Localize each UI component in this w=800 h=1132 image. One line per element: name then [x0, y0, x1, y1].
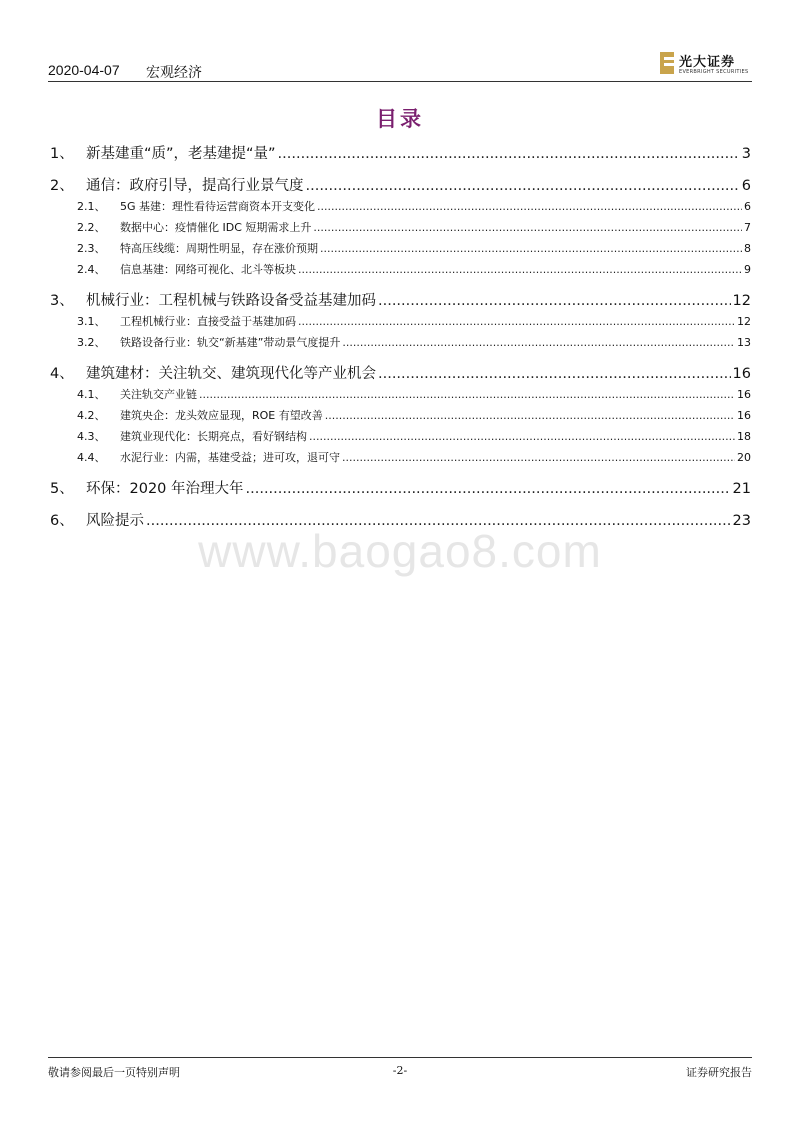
toc-number: 2.1、 [77, 200, 106, 213]
toc-leader [199, 388, 735, 401]
toc-number: 6、 [50, 513, 74, 529]
toc-title: 环保：2020 年治理大年 [86, 481, 244, 497]
toc-title: 工程机械行业：直接受益于基建加码 [120, 315, 296, 328]
company-logo [660, 50, 752, 78]
toc-number: 2.3、 [77, 242, 106, 255]
toc-leader [320, 242, 742, 255]
toc-leader [278, 146, 740, 162]
toc-entry[interactable] [50, 362, 751, 383]
toc-number: 4.4、 [77, 451, 106, 464]
toc-entry[interactable] [50, 198, 751, 214]
toc-entry[interactable] [50, 261, 751, 277]
toc-number: 4.3、 [77, 430, 106, 443]
toc-title: 水泥行业：内需，基建受益；进可攻，退可守 [120, 451, 340, 464]
toc-leader [246, 481, 731, 497]
toc-page: 18 [737, 430, 751, 443]
toc-entry[interactable] [50, 407, 751, 423]
report-date: 2020-04-07 [48, 62, 120, 78]
toc-page: 12 [737, 315, 751, 328]
toc-leader [313, 221, 742, 234]
watermark: www.baogao8.com [198, 525, 602, 577]
toc-entry[interactable] [50, 477, 751, 498]
toc-leader [298, 263, 742, 276]
toc-entry[interactable] [50, 289, 751, 310]
toc-title: 建筑建材：关注轨交、建筑现代化等产业机会 [86, 366, 376, 382]
toc-leader [309, 430, 735, 443]
toc-page: 13 [737, 336, 751, 349]
toc-leader [378, 293, 731, 309]
footer-disclaimer: 敬请参阅最后一页特别声明 [48, 1066, 180, 1079]
toc-number: 4.1、 [77, 388, 106, 401]
toc-entry[interactable] [50, 174, 751, 195]
toc-page: 12 [732, 293, 751, 309]
toc-entry[interactable] [50, 334, 751, 350]
toc-entry[interactable] [50, 386, 751, 402]
toc-entry[interactable] [50, 449, 751, 465]
toc-title: 通信：政府引导，提高行业景气度 [86, 178, 304, 194]
toc-page: 6 [744, 200, 751, 213]
toc-number: 2、 [50, 178, 74, 194]
toc-leader [378, 366, 731, 382]
toc-entry[interactable] [50, 428, 751, 444]
toc-title: 建筑业现代化：长期亮点，看好钢结构 [120, 430, 307, 443]
toc-title: 建筑央企：龙头效应显现，ROE 有望改善 [120, 409, 323, 422]
toc-title: 机械行业：工程机械与铁路设备受益基建加码 [86, 293, 376, 309]
toc-number: 2.4、 [77, 263, 106, 276]
toc-number: 3、 [50, 293, 74, 309]
toc-page: 8 [744, 242, 751, 255]
toc-title: 特高压线缆：周期性明显，存在涨价预期 [120, 242, 318, 255]
logo-name-en: EVERBRIGHT SECURITIES [679, 69, 749, 75]
report-topic: 宏观经济 [146, 65, 202, 81]
toc-number: 1、 [50, 146, 74, 162]
header-divider [48, 81, 752, 82]
toc-leader [342, 336, 735, 349]
toc-leader [298, 315, 735, 328]
toc-page: 7 [744, 221, 751, 234]
toc-page: 16 [732, 366, 751, 382]
toc-title: 铁路设备行业：轨交“新基建”带动景气度提升 [120, 336, 341, 349]
page-title: 目录 [376, 107, 424, 131]
toc-title: 风险提示 [86, 513, 144, 529]
toc-number: 3.1、 [77, 315, 106, 328]
toc-page: 9 [744, 263, 751, 276]
toc-leader [325, 409, 735, 422]
toc-number: 5、 [50, 481, 74, 497]
toc-entry[interactable] [50, 219, 751, 235]
toc-title: 数据中心：疫情催化 IDC 短期需求上升 [120, 221, 312, 234]
toc-page: 21 [732, 481, 751, 497]
toc-entry[interactable] [50, 142, 751, 163]
toc-title: 新基建重“质”，老基建提“量” [86, 146, 276, 162]
toc-page: 3 [741, 146, 751, 162]
page-number: -2- [392, 1064, 408, 1077]
toc-page: 6 [741, 178, 751, 194]
toc-page: 23 [732, 513, 751, 529]
toc-number: 3.2、 [77, 336, 106, 349]
toc-number: 2.2、 [77, 221, 106, 234]
toc-title: 信息基建：网络可视化、北斗等板块 [120, 263, 296, 276]
toc-page: 20 [737, 451, 751, 464]
logo-name-cn: 光大证券 [679, 55, 736, 70]
toc-number: 4.2、 [77, 409, 106, 422]
toc-entry[interactable] [50, 313, 751, 329]
footer-report-type: 证券研究报告 [686, 1066, 752, 1079]
toc-title: 关注轨交产业链 [120, 388, 197, 401]
toc-page: 16 [737, 388, 751, 401]
toc-leader [317, 200, 742, 213]
toc-leader [342, 451, 735, 464]
page-header [48, 50, 752, 80]
toc-entry[interactable] [50, 240, 751, 256]
toc-number: 4、 [50, 366, 74, 382]
toc-title: 5G 基建：理性看待运营商资本开支变化 [120, 200, 316, 213]
toc-leader [306, 178, 740, 194]
toc-page: 16 [737, 409, 751, 422]
footer-divider [48, 1057, 752, 1058]
logo-mark-icon [660, 52, 674, 74]
